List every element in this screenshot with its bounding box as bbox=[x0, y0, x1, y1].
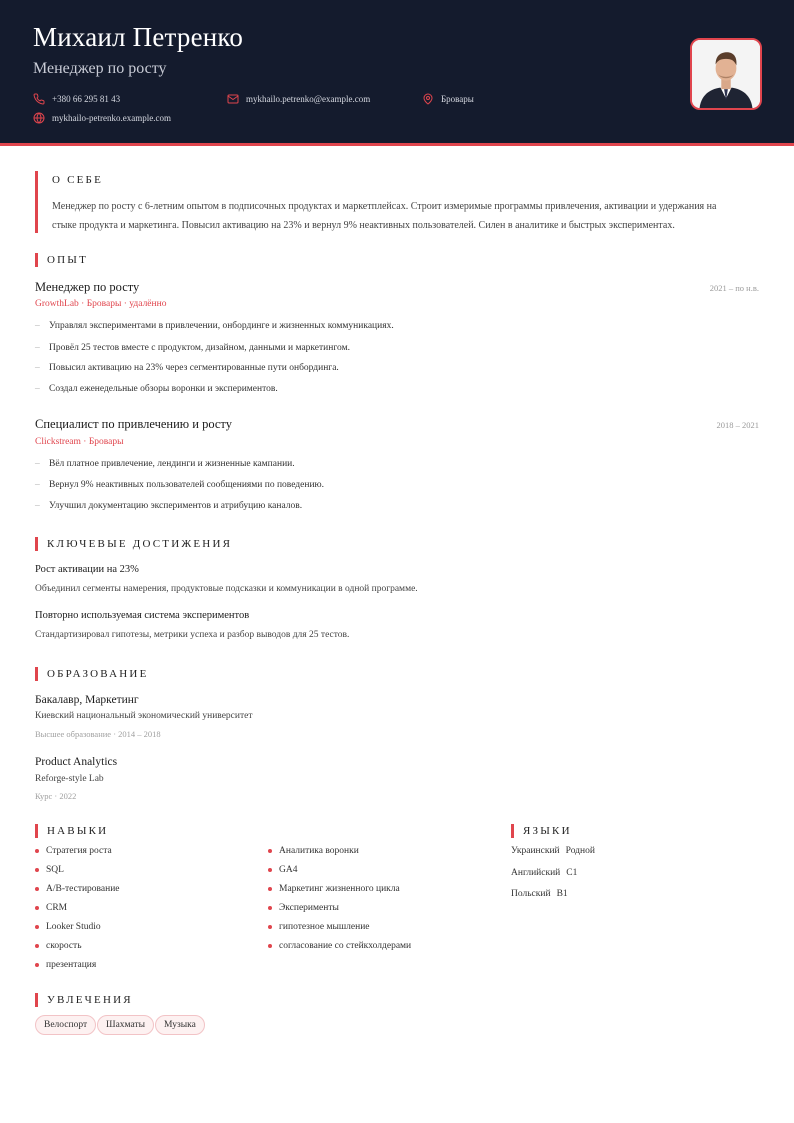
achievement-title: Рост активации на 23% bbox=[35, 564, 139, 575]
about-heading: О СЕБЕ bbox=[52, 174, 103, 186]
contact-phone[interactable] bbox=[33, 93, 120, 105]
job-bullet: – Управлял экспериментами в привлечении, онбординге и жизненных коммуникациях. bbox=[35, 321, 394, 331]
achievements-heading: КЛЮЧЕВЫЕ ДОСТИЖЕНИЯ bbox=[35, 537, 232, 551]
job-title: Специалист по привлечению и росту bbox=[35, 417, 232, 431]
contact-email-text: mykhailo.petrenko@example.com bbox=[246, 94, 371, 104]
education-title: Product Analytics bbox=[35, 756, 118, 768]
bullet-dot bbox=[35, 906, 39, 910]
person-name: Михаил Петренко bbox=[33, 22, 244, 52]
section-accent-bar bbox=[511, 824, 514, 838]
bullet-dot bbox=[268, 849, 272, 853]
bullet-dot bbox=[35, 925, 39, 929]
contact-location bbox=[422, 93, 474, 105]
person-role: Менеджер по росту bbox=[33, 60, 167, 77]
skill-item: GA4 bbox=[268, 865, 297, 875]
education-meta: Курс · 2022 bbox=[35, 791, 77, 801]
language-item: Украинский Родной bbox=[511, 846, 595, 856]
job-bullet: – Улучшил документацию экспериментов и атрибуцию каналов. bbox=[35, 501, 303, 511]
skill-item: Эксперименты bbox=[268, 903, 339, 913]
interest-chip: Велоспорт bbox=[35, 1015, 96, 1035]
skill-item: презентация bbox=[35, 960, 96, 970]
profile-photo bbox=[690, 38, 762, 110]
interest-chip: Музыка bbox=[155, 1015, 205, 1035]
interests-heading: УВЛЕЧЕНИЯ bbox=[35, 993, 133, 1007]
job-bullet: – Провёл 25 тестов вместе с продуктом, дизайном, данными и маркетингом. bbox=[35, 343, 350, 353]
bullet-dot bbox=[268, 944, 272, 948]
bullet-dot bbox=[268, 887, 272, 891]
education-title: Бакалавр, Маркетинг bbox=[35, 694, 139, 706]
education-meta: Высшее образование · 2014 – 2018 bbox=[35, 729, 161, 739]
achievement-title: Повторно используемая система экспериментов bbox=[35, 610, 250, 621]
job-bullet: – Повысил активацию на 23% через сегментированные пути онбординга. bbox=[35, 363, 339, 373]
globe-icon bbox=[33, 112, 45, 124]
skill-item: SQL bbox=[35, 865, 64, 875]
education-heading: ОБРАЗОВАНИЕ bbox=[35, 667, 149, 681]
language-item: Польский B1 bbox=[511, 889, 568, 899]
bullet-dot bbox=[35, 887, 39, 891]
contact-phone-text: +380 66 295 81 43 bbox=[52, 94, 121, 104]
section-accent-bar bbox=[35, 537, 38, 551]
languages-heading: ЯЗЫКИ bbox=[511, 824, 572, 838]
job-bullet: – Создал еженедельные обзоры воронки и экспериментов. bbox=[35, 384, 278, 394]
skill-item: Аналитика воронки bbox=[268, 846, 359, 856]
interest-chip: Шахматы bbox=[97, 1015, 154, 1035]
phone-icon bbox=[33, 93, 45, 105]
contact-email[interactable] bbox=[227, 93, 370, 105]
skill-item: CRM bbox=[35, 903, 67, 913]
job-dates: 2021 – по н.в. bbox=[709, 283, 759, 293]
skill-item: гипотезное мышление bbox=[268, 922, 370, 932]
bullet-dot bbox=[35, 849, 39, 853]
achievement-desc: Объединил сегменты намерения, продуктовые подсказки и коммуникации в одной программе. bbox=[35, 584, 418, 594]
job-title: Менеджер по росту bbox=[35, 280, 140, 294]
about-text bbox=[52, 197, 764, 235]
map-pin-icon bbox=[422, 93, 434, 105]
bullet-dot bbox=[268, 925, 272, 929]
contact-website-text: mykhailo-petrenko.example.com bbox=[52, 113, 171, 123]
bullet-dot bbox=[35, 944, 39, 948]
skill-item: Стратегия роста bbox=[35, 846, 112, 856]
experience-heading: ОПЫТ bbox=[35, 253, 88, 267]
education-org: Киевский национальный экономический университет bbox=[35, 711, 253, 721]
language-item: Английский C1 bbox=[511, 868, 578, 878]
bullet-dot bbox=[35, 868, 39, 872]
bullet-dot bbox=[268, 868, 272, 872]
skill-item: согласование со стейкхолдерами bbox=[268, 941, 411, 951]
job-org: Clickstream · Бровары bbox=[35, 437, 124, 447]
job-org: GrowthLab · Бровары · удалённо bbox=[35, 299, 167, 309]
about-line: Менеджер по росту с 6-летним опытом в подписочных продуктах и маркетплейсах. Строит измеримые программы привлечения, активации и удержания на bbox=[52, 201, 717, 212]
section-accent-bar bbox=[35, 667, 38, 681]
skill-item: A/B-тестирование bbox=[35, 884, 120, 894]
skill-item: Looker Studio bbox=[35, 922, 101, 932]
mail-icon bbox=[227, 93, 239, 105]
about-line: стыке продукта и маркетинга. Повысил активацию на 23% и вернул 9% неактивных пользователей. Силен в аналитике и быстрых экспериментах. bbox=[52, 220, 675, 231]
education-org: Reforge-style Lab bbox=[35, 774, 104, 784]
contact-website[interactable] bbox=[33, 112, 171, 124]
section-accent-bar bbox=[35, 824, 38, 838]
contact-location-text: Бровары bbox=[441, 94, 474, 104]
header-accent-rule bbox=[0, 143, 794, 146]
bullet-dot bbox=[35, 963, 39, 967]
section-accent-bar bbox=[35, 253, 38, 267]
job-dates: 2018 – 2021 bbox=[716, 420, 759, 430]
bullet-dot bbox=[268, 906, 272, 910]
achievement-desc: Стандартизировал гипотезы, метрики успеха и разбор выводов для 25 тестов. bbox=[35, 630, 350, 640]
job-bullet: – Вёл платное привлечение, лендинги и жизненные кампании. bbox=[35, 459, 295, 469]
section-accent-bar bbox=[35, 993, 38, 1007]
job-bullet: – Вернул 9% неактивных пользователей сообщениями по поведению. bbox=[35, 480, 324, 490]
skill-item: скорость bbox=[35, 941, 82, 951]
skills-heading: НАВЫКИ bbox=[35, 824, 108, 838]
skill-item: Маркетинг жизненного цикла bbox=[268, 884, 400, 894]
